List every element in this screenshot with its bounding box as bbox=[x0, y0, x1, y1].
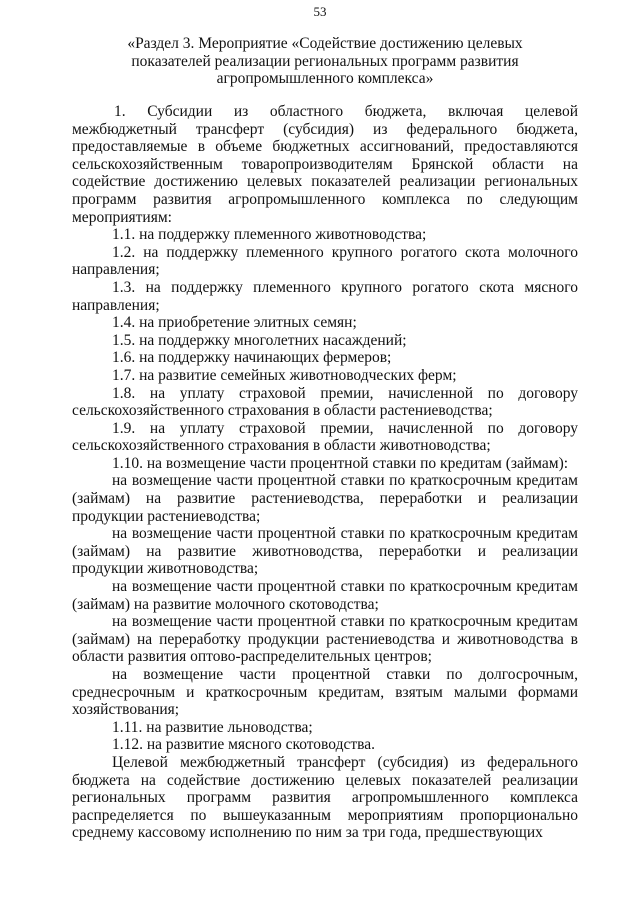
sub-item: на возмещение части процентной ставки по краткосрочным кредитам (займам) на развитие молочного скотоводства; bbox=[72, 578, 578, 613]
section-title: «Раздел 3. Мероприятие «Содействие достижению целевых показателей реализации региональных программ развития агропромышленного комплекса» bbox=[127, 35, 523, 87]
sub-item: на возмещение части процентной ставки по краткосрочным кредитам (займам) на развитие растениеводства, переработки и реализации продукции растениеводства; bbox=[72, 472, 578, 525]
document-body bbox=[72, 103, 578, 842]
list-item: 1.2. на поддержку племенного крупного рогатого скота молочного направления; bbox=[72, 243, 578, 279]
list-item: 1.10. на возмещение части процентной ставки по кредитам (займам): bbox=[112, 454, 569, 472]
list-item: 1.9. на уплату страховой премии, начисленной по договору сельскохозяйственного страхования в области животноводства; bbox=[72, 419, 578, 455]
list-item: 1.3. на поддержку племенного крупного рогатого скота мясного направления; bbox=[72, 278, 578, 314]
list-item: 1.11. на развитие льноводства; bbox=[112, 718, 313, 736]
list-item: 1.8. на уплату страховой премии, начисленной по договору сельскохозяйственного страхования в области растениеводства; bbox=[72, 384, 578, 420]
list-item: 1.7. на развитие семейных животноводческих ферм; bbox=[112, 366, 457, 384]
sub-item: на возмещение части процентной ставки по долгосрочным, среднесрочным и краткосрочным кредитам, взятым малыми формами хозяйствования; bbox=[72, 666, 578, 719]
sub-item: на возмещение части процентной ставки по краткосрочным кредитам (займам) на переработку продукции растениеводства и животноводства в области развития оптово-распределительных центров; bbox=[72, 613, 578, 666]
list-item: 1.12. на развитие мясного скотоводства. bbox=[112, 736, 375, 754]
page-number: 53 bbox=[313, 4, 327, 19]
paragraph-intro: 1. Субсидии из областного бюджета, включая целевой межбюджетный трансферт (субсидия) из федерального бюджета, предоставляемые в объеме бюджетных ассигнований, предоставляются сельскохозяйственным товаропроизводителям Брянской области на содействие достижению целевых показателей реализации региональных программ развития агропромышленного комплекса по следующим мероприятиям: bbox=[72, 103, 578, 226]
sub-item: на возмещение части процентной ставки по краткосрочным кредитам (займам) на развитие животноводства, переработки и реализации продукции животноводства; bbox=[72, 525, 578, 578]
paragraph-transfer: Целевой межбюджетный трансферт (субсидия) из федерального бюджета на содействие достижению целевых показателей реализации региональных программ развития агропромышленного комплекса распределяется по вышеуказанным мероприятиям пропорционально среднему кассовому исполнению по ним за три года, предшествующих bbox=[72, 753, 578, 842]
list-item: 1.1. на поддержку племенного животноводства; bbox=[112, 226, 427, 244]
list-item: 1.5. на поддержку многолетних насаждений; bbox=[112, 331, 407, 349]
list-item: 1.6. на поддержку начинающих фермеров; bbox=[112, 349, 392, 367]
list-item: 1.4. на приобретение элитных семян; bbox=[112, 314, 357, 332]
